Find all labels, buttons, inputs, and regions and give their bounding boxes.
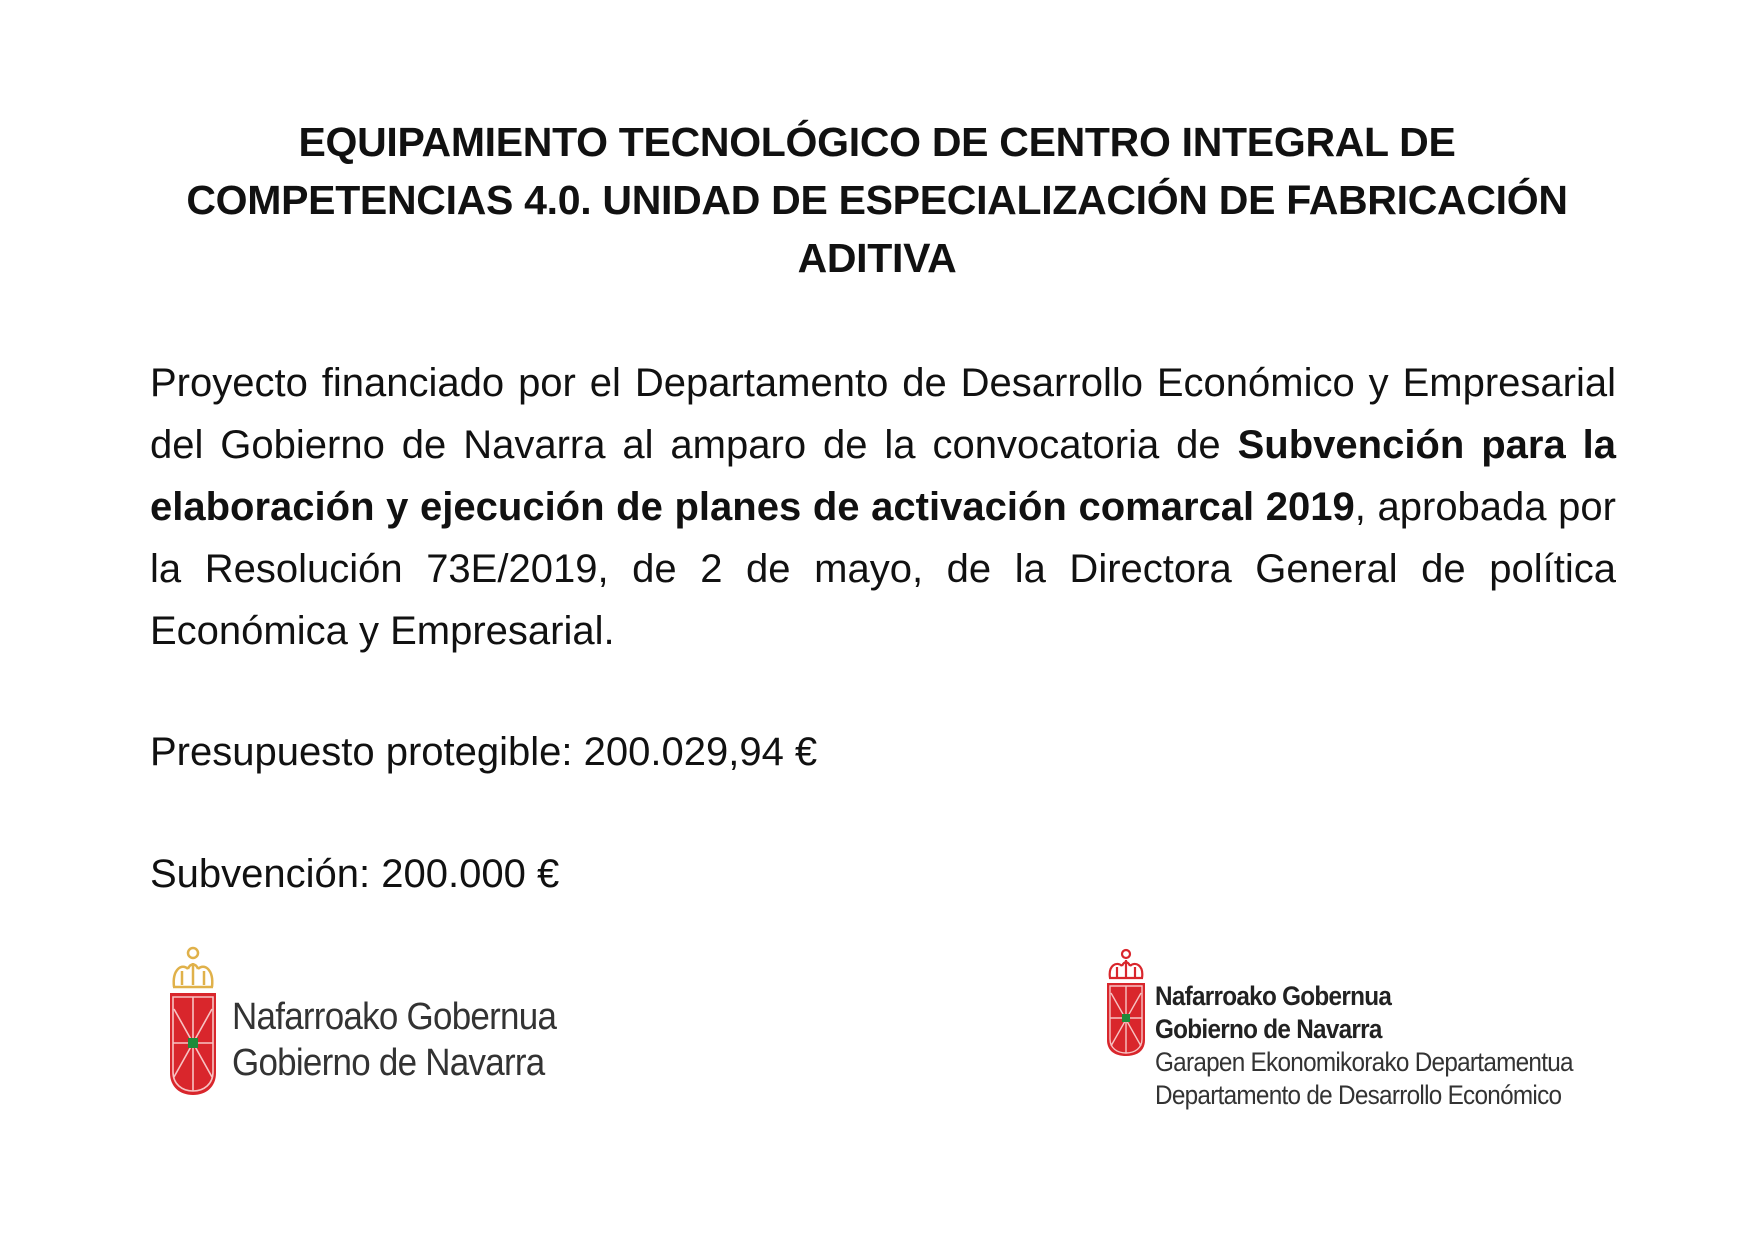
- logo-department-spanish: Departamento de Desarrollo Económico: [1155, 1080, 1562, 1110]
- economic-development-department-logo: [1105, 948, 1619, 1112]
- document-title: [130, 113, 1624, 287]
- logo-text-spanish: Gobierno de Navarra: [232, 1042, 545, 1084]
- navarra-coat-of-arms-icon: [1105, 948, 1147, 1058]
- paragraph-intro: Proyecto financiado por el Departamento de Desarrollo Económico y Empresarial del Gobierno de Navarra al amparo de la convocatoria de: [150, 361, 1616, 467]
- logo-text-basque: Nafarroako Gobernua: [1155, 981, 1392, 1011]
- logo-text-basque: Nafarroako Gobernua: [232, 996, 557, 1038]
- paragraph-program-name: Subvención para la elaboración y ejecución de planes de activación comarcal 2019: [150, 423, 1616, 529]
- budget-line: Presupuesto protegible: 200.029,94 €: [150, 730, 818, 774]
- title-line: EQUIPAMIENTO TECNOLÓGICO DE CENTRO INTEGRAL DE: [298, 119, 1456, 165]
- subsidy-line: Subvención: 200.000 €: [150, 852, 560, 896]
- logo-text-spanish: Gobierno de Navarra: [1155, 1014, 1382, 1044]
- logo-department-basque: Garapen Ekonomikorako Departamentua: [1155, 1047, 1573, 1077]
- navarra-coat-of-arms-icon: [168, 945, 218, 1097]
- paragraph-rest: , aprobada por la Resolución 73E/2019, de 2 de mayo, de la Directora General de política Económica y Empresarial.: [150, 485, 1616, 653]
- title-line: COMPETENCIAS 4.0. UNIDAD DE ESPECIALIZACIÓN DE FABRICACIÓN: [186, 177, 1568, 223]
- funding-paragraph: [150, 352, 1616, 662]
- title-line: ADITIVA: [797, 235, 957, 281]
- navarra-government-logo: [168, 945, 584, 1097]
